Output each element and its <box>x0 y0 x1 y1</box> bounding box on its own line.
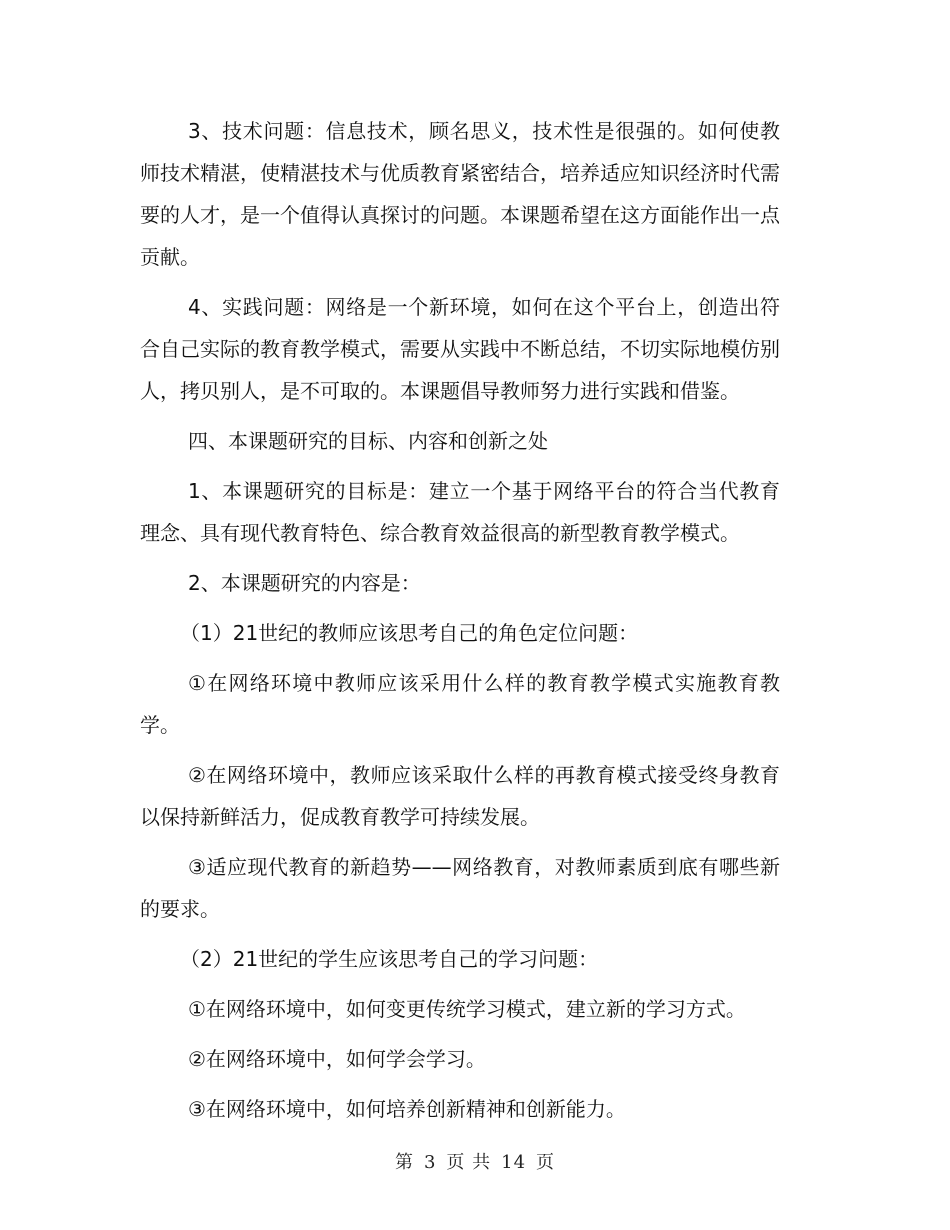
list-item-student-3: ③在网络环境中，如何培养创新精神和创新能力。 <box>188 1097 626 1121</box>
footer-middle: 页 共 <box>446 1152 492 1173</box>
subheading-student-learning: （2）21世纪的学生应该思考自己的学习问题： <box>180 947 599 971</box>
footer-current-page: 3 <box>423 1152 437 1173</box>
list-item-teacher-3: ③适应现代教育的新趋势——网络教育，对教师素质到底有哪些新的要求。 <box>140 855 780 921</box>
list-item-student-2: ②在网络环境中，如何学会学习。 <box>188 1047 486 1071</box>
paragraph-research-content: 2、本课题研究的内容是： <box>188 571 421 595</box>
subheading-teacher-role: （1）21世纪的教师应该思考自己的角色定位问题： <box>180 621 639 645</box>
paragraph-practice-issue: 4、实践问题：网络是一个新环境，如何在这个平台上，创造出符合自己实际的教育教学模式，需要从实践中不断总结，不切实际地模仿别人，拷贝别人，是不可取的。本课题倡导教师努力进行实践和借鉴。 <box>140 295 780 403</box>
document-page <box>140 110 780 1138</box>
paragraph-tech-issue: 3、技术问题：信息技术，顾名思义，技术性是很强的。如何使教师技术精湛，使精湛技术与优质教育紧密结合，培养适应知识经济时代需要的人才，是一个值得认真探讨的问题。本课题希望在这方面能作出一点贡献。 <box>140 119 780 269</box>
list-item-teacher-2: ②在网络环境中，教师应该采取什么样的再教育模式接受终身教育以保持新鲜活力，促成教育教学可持续发展。 <box>140 763 780 829</box>
section-heading-goals: 四、本课题研究的目标、内容和创新之处 <box>188 429 548 453</box>
list-item-student-1: ①在网络环境中，如何变更传统学习模式，建立新的学习方式。 <box>188 997 746 1021</box>
footer-total-pages: 14 <box>501 1152 527 1173</box>
footer-prefix: 第 <box>394 1152 414 1173</box>
paragraph-research-goal: 1、本课题研究的目标是：建立一个基于网络平台的符合当代教育理念、具有现代教育特色、综合教育效益很高的新型教育教学模式。 <box>140 479 780 545</box>
footer-suffix: 页 <box>536 1152 556 1173</box>
page-footer <box>0 1151 950 1175</box>
list-item-teacher-1: ①在网络环境中教师应该采用什么样的教育教学模式实施教育教学。 <box>140 671 780 737</box>
